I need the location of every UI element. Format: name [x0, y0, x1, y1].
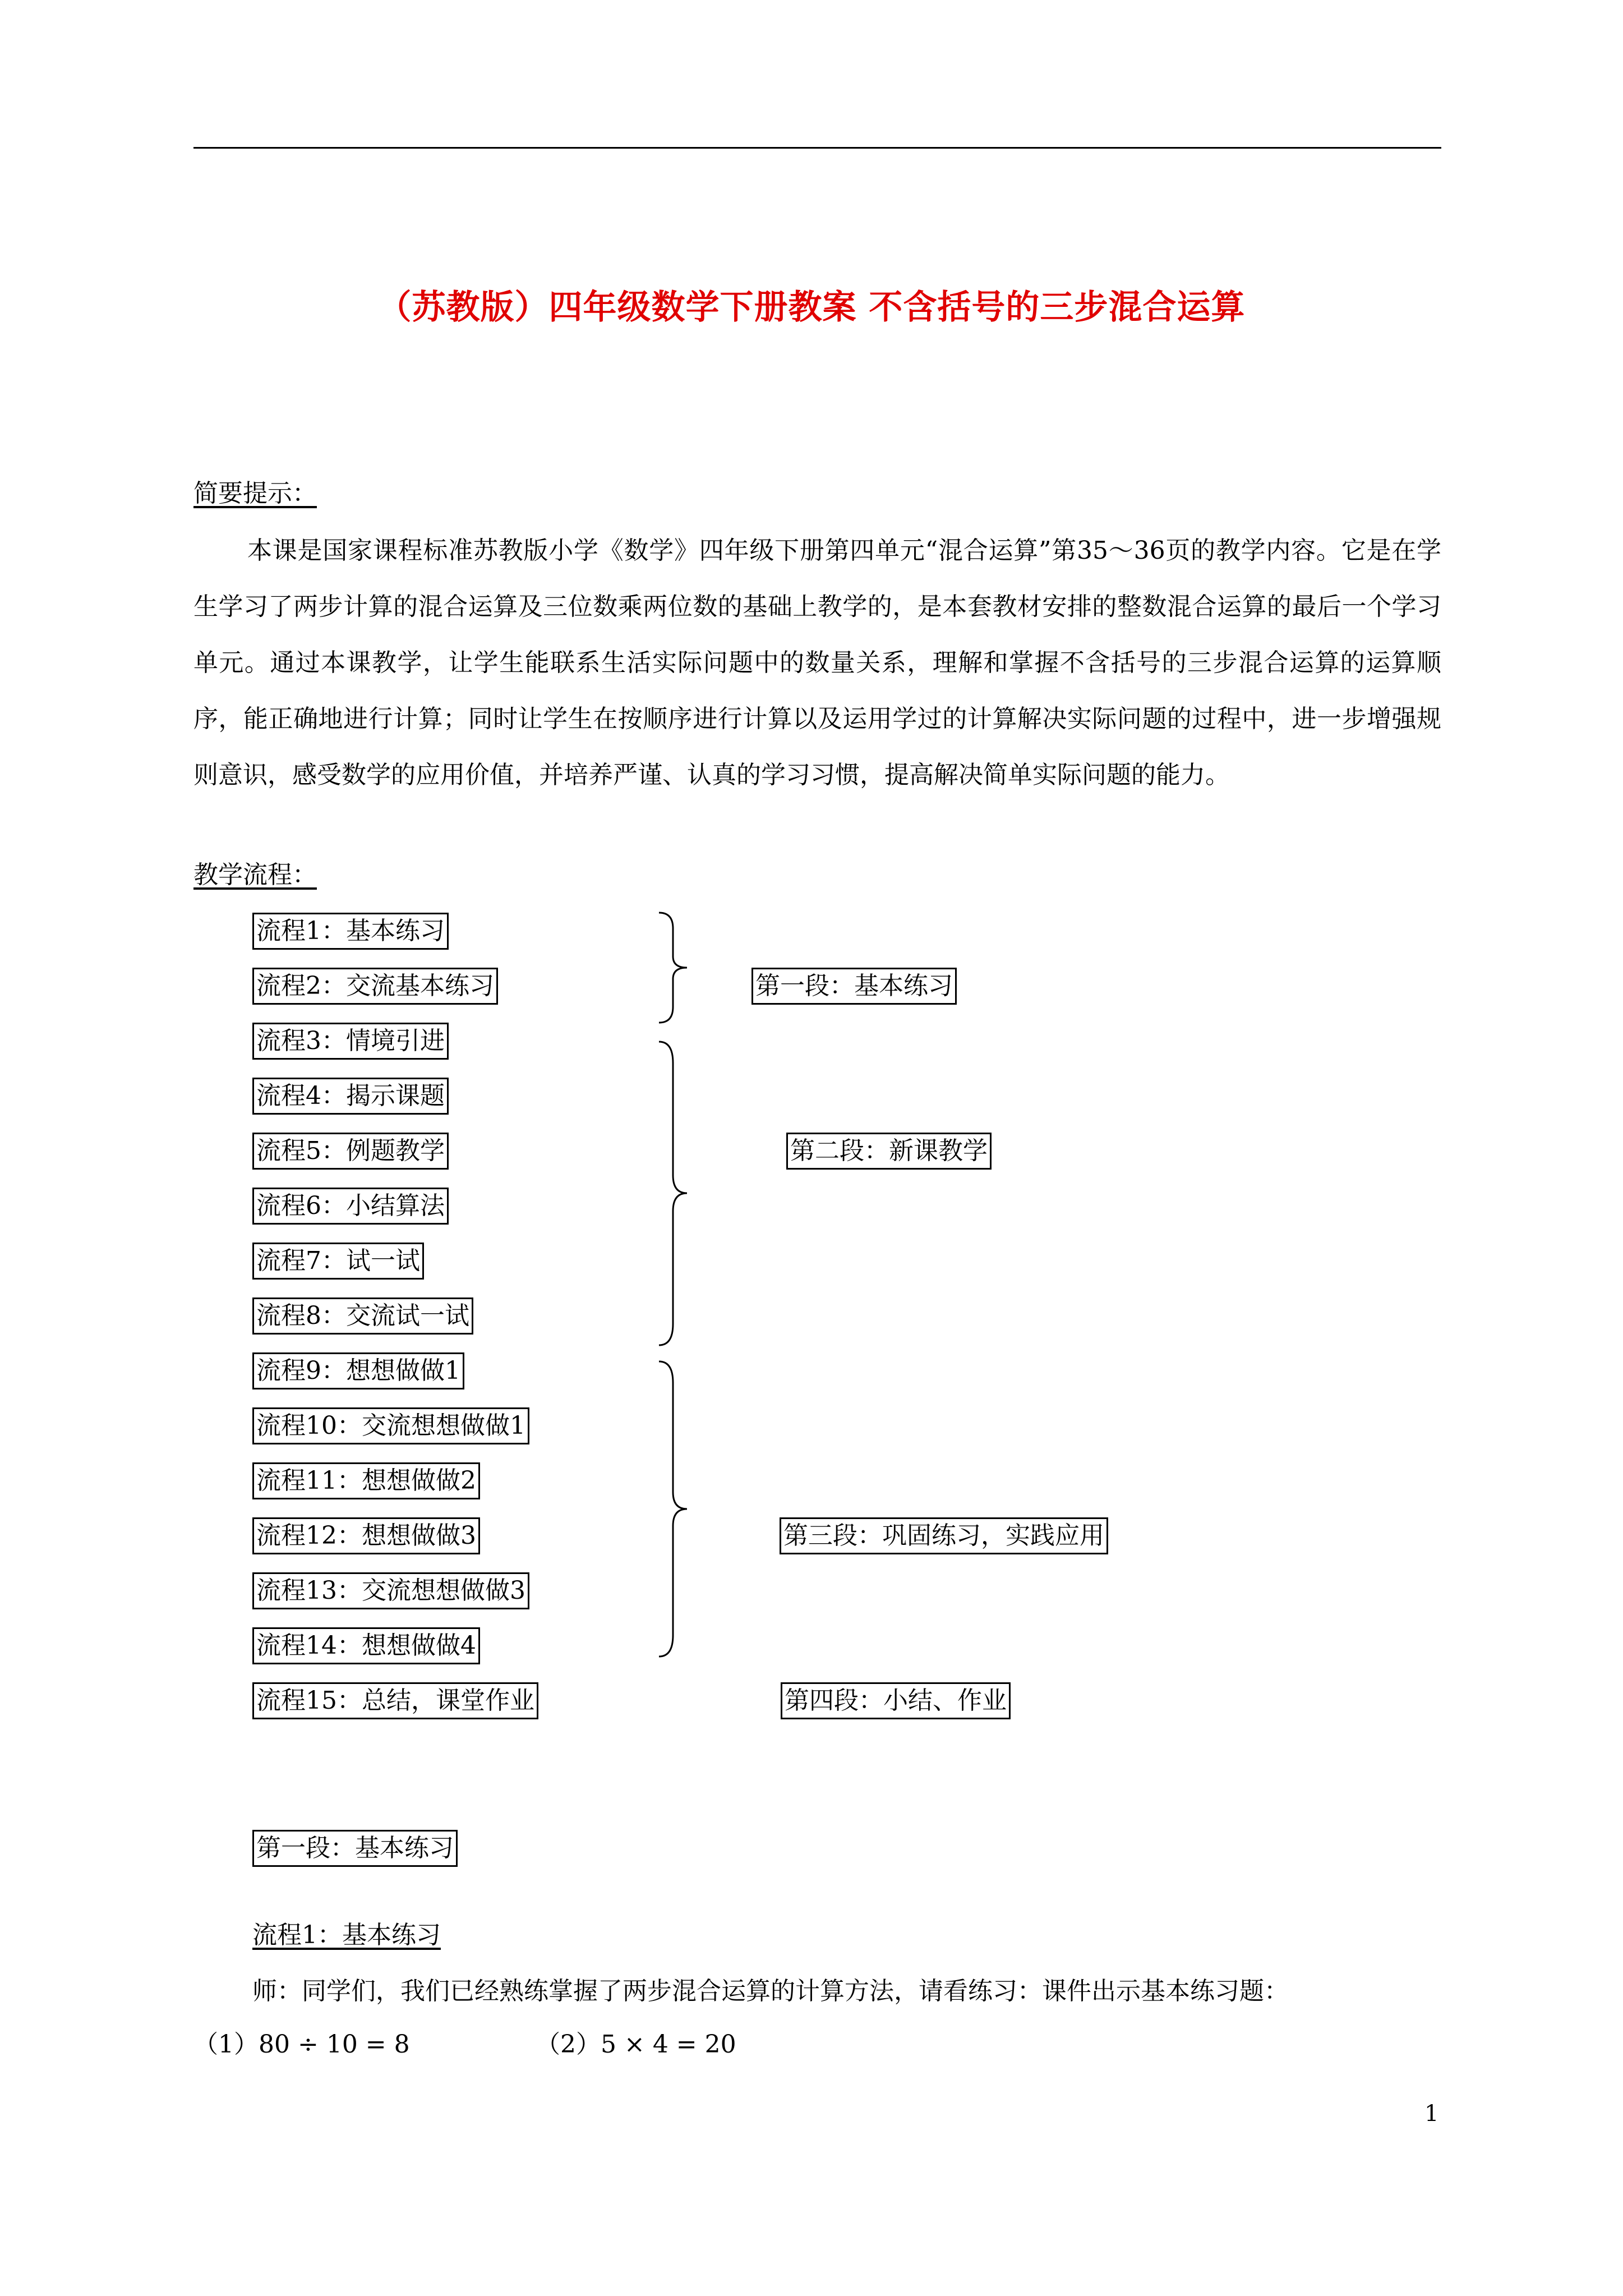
- flow-step-1: 流程1：基本练习: [252, 913, 449, 950]
- stage-4-box: 第四段：小结、作业: [781, 1682, 1011, 1719]
- flow-step-2: 流程2：交流基本练习: [252, 968, 498, 1005]
- exercise-1: （1）80 ÷ 10 = 8: [193, 2030, 410, 2059]
- flow-step-7: 流程7：试一试: [252, 1243, 424, 1280]
- flow-step-8: 流程8：交流试一试: [252, 1297, 473, 1335]
- flow-step-12: 流程12：想想做做3: [252, 1517, 480, 1554]
- stage-1-box: 第一段：基本练习: [751, 968, 957, 1005]
- flow-step-4: 流程4：揭示课题: [252, 1078, 449, 1115]
- flow-step-10: 流程10：交流想想做做1: [252, 1407, 529, 1444]
- brace-stage-1: [656, 912, 695, 1024]
- flow-step-5: 流程5：例题教学: [252, 1133, 449, 1170]
- exercise-2: （2）5 × 4 = 20: [536, 2030, 736, 2059]
- stage-3-box: 第三段：巩固练习，实践应用: [780, 1517, 1108, 1554]
- flow-label: 教学流程：: [193, 861, 317, 889]
- section-1-heading: 第一段：基本练习: [252, 1830, 458, 1867]
- brace-stage-2: [656, 1041, 695, 1346]
- flow-step-15: 流程15：总结，课堂作业: [252, 1682, 538, 1719]
- flow-step-13: 流程13：交流想想做做3: [252, 1572, 529, 1609]
- flow-step-3: 流程3：情境引进: [252, 1023, 449, 1060]
- header-rule: [193, 147, 1441, 149]
- stage-2-box: 第二段：新课教学: [786, 1133, 992, 1170]
- flow-step-9: 流程9：想想做做1: [252, 1352, 464, 1389]
- intro-paragraph: 本课是国家课程标准苏教版小学《数学》四年级下册第四单元“混合运算”第35～36页的教学内容。它是在学生学习了两步计算的混合运算及三位数乘两位数的基础上教学的，是本套教材安排的整数混合运算的最后一个学习单元。通过本课教学，让学生能联系生活实际问题中的数量关系，理解和掌握不含括号的三步混合运算的运算顺序，能正确地进行计算；同时让学生在按顺序进行计算以及运用学过的计算解决实际问题的过程中，进一步增强规则意识，感受数学的应用价值，并培养严谨、认真的学习习惯，提高解决简单实际问题的能力。: [193, 536, 1441, 789]
- page-title: （苏教版）四年级数学下册教案 不含括号的三步混合运算: [377, 288, 1246, 327]
- brace-stage-3: [656, 1360, 695, 1658]
- flow-step-6: 流程6：小结算法: [252, 1188, 449, 1225]
- page-number: 1: [1424, 2101, 1439, 2127]
- teacher-line: 师：同学们，我们已经熟练掌握了两步混合运算的计算方法，请看练习：课件出示基本练习题：: [252, 1977, 1289, 2005]
- flow-step-11: 流程11：想想做做2: [252, 1462, 480, 1499]
- step-1-heading: 流程1：基本练习: [252, 1921, 441, 1949]
- intro-label: 简要提示：: [193, 479, 317, 508]
- flow-step-14: 流程14：想想做做4: [252, 1627, 480, 1664]
